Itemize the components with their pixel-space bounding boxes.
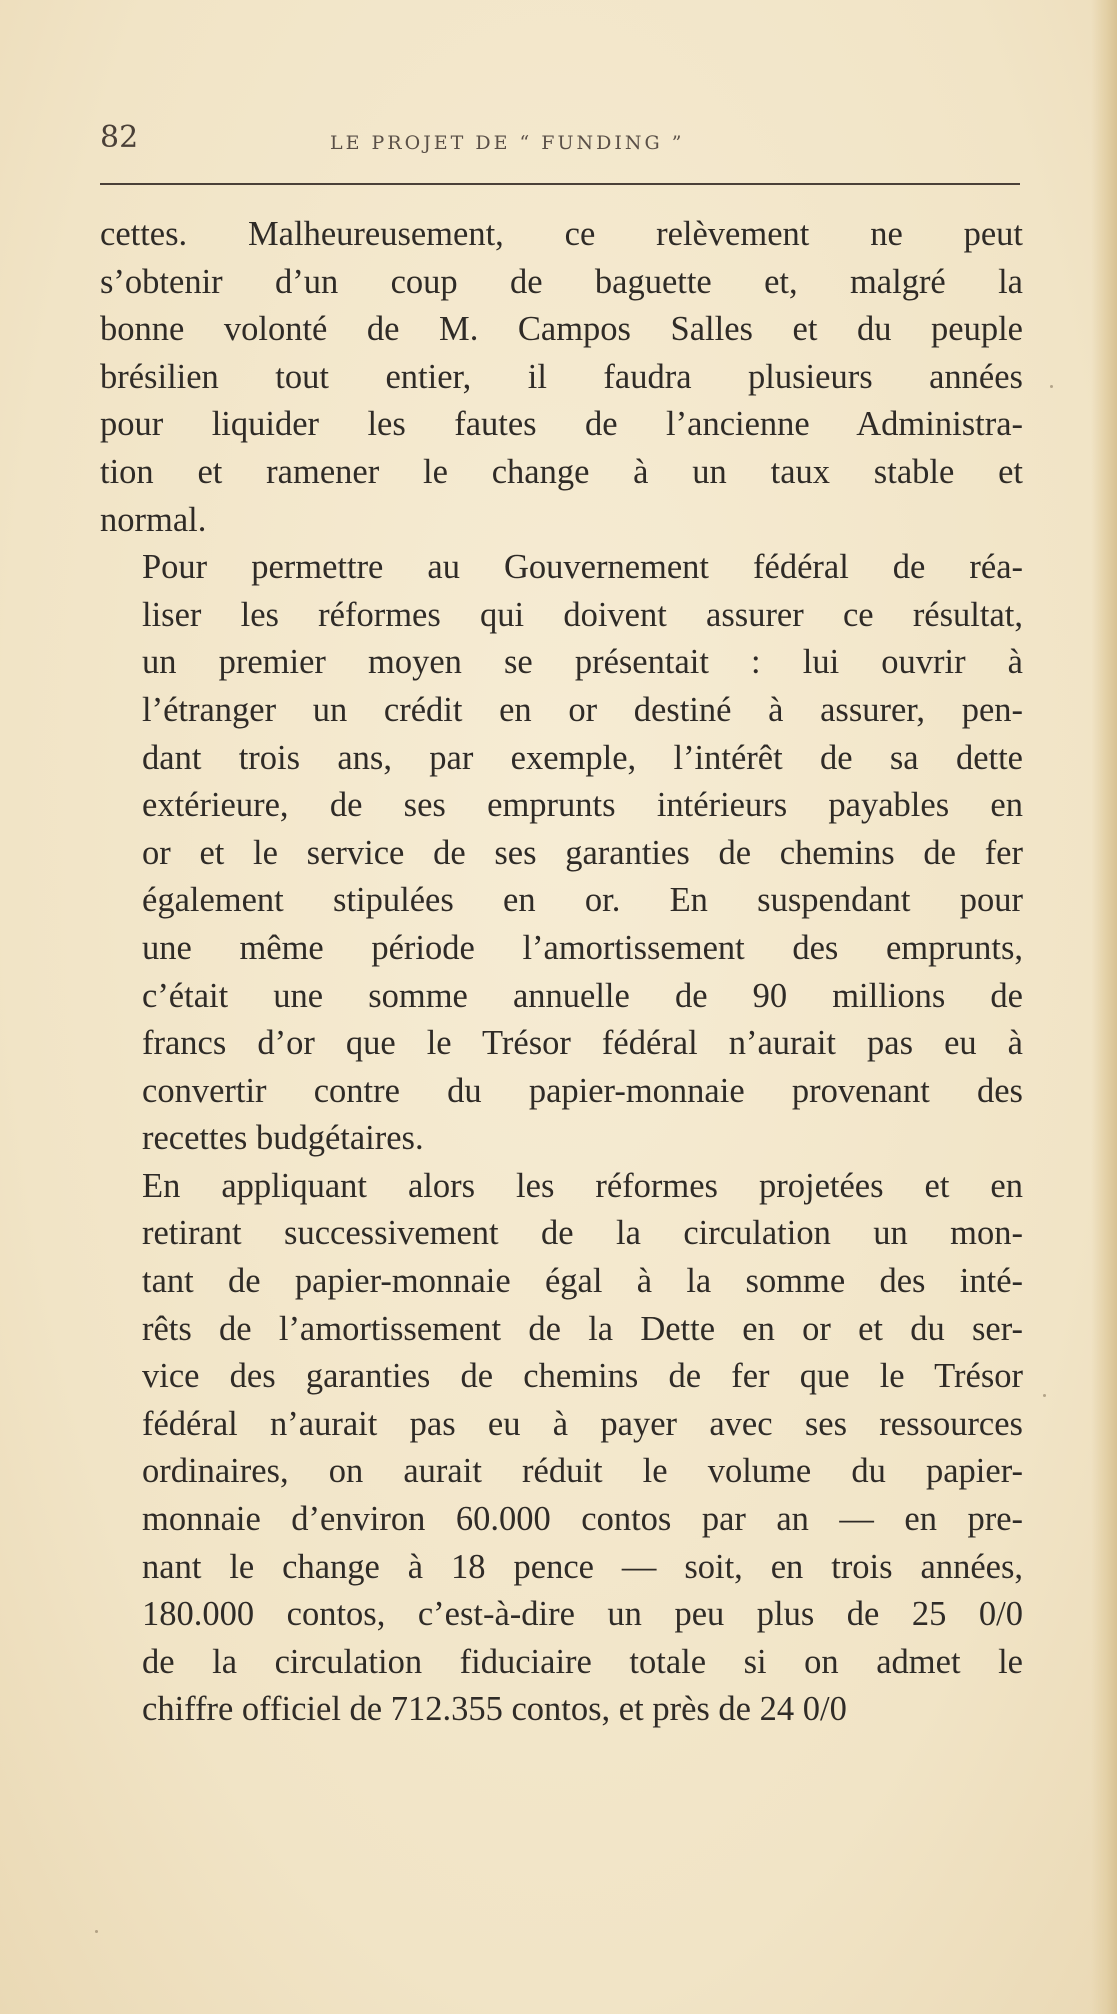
text-line: pour liquider les fautes de l’ancienne Administra- <box>100 405 1023 444</box>
text-line: liser les réformes qui doivent assurer ce résultat, <box>142 595 1023 634</box>
text-line: également stipulées en or. En suspendant pour <box>142 881 1023 920</box>
text-line: dant trois ans, par exemple, l’intérêt de sa dette <box>142 738 1023 777</box>
text-line: tion et ramener le change à un taux stable et <box>100 452 1023 491</box>
text-line: de la circulation fiduciaire totale si on admet le <box>142 1642 1023 1681</box>
paper-speck <box>95 1930 98 1933</box>
text-line: chiffre officiel de 712.355 contos, et près de 24 0/0 <box>142 1690 847 1729</box>
text-line: monnaie d’environ 60.000 contos par an — en pre- <box>142 1500 1023 1539</box>
text-line: un premier moyen se présentait : lui ouvrir à <box>142 643 1023 682</box>
text-line: cettes. Malheureusement, ce relèvement ne peut <box>100 215 1023 253</box>
text-line: s’obtenir d’un coup de baguette et, malgré la <box>100 262 1023 301</box>
text-line: En appliquant alors les réformes projetées et en <box>142 1166 1023 1205</box>
text-line: normal. <box>100 500 207 539</box>
text-line: c’était une somme annuelle de 90 millions de <box>142 976 1023 1015</box>
text-line: bonne volonté de M. Campos Salles et du peuple <box>100 310 1023 349</box>
paragraph <box>100 544 1023 1163</box>
header-rule <box>100 183 1020 185</box>
text-line: Pour permettre au Gouvernement fédéral de réa- <box>142 548 1023 587</box>
text-line: nant le change à 18 pence — soit, en trois années, <box>142 1547 1023 1586</box>
page-number: 82 <box>100 120 139 155</box>
body-text <box>100 211 1023 1734</box>
text-line: retirant successivement de la circulation un mon- <box>142 1214 1023 1253</box>
running-head <box>100 120 1020 160</box>
text-line: extérieure, de ses emprunts intérieurs payables en <box>142 786 1023 825</box>
text-line: convertir contre du papier-monnaie provenant des <box>142 1071 1023 1110</box>
text-line: brésilien tout entier, il faudra plusieurs années <box>100 357 1023 396</box>
text-line: or et le service de ses garanties de chemins de fer <box>142 833 1023 872</box>
text-line: l’étranger un crédit en or destiné à assurer, pen- <box>142 690 1023 729</box>
text-line: une même période l’amortissement des emprunts, <box>142 928 1023 967</box>
text-line: fédéral n’aurait pas eu à payer avec ses ressources <box>142 1404 1023 1443</box>
text-line: vice des garanties de chemins de fer que le Trésor <box>142 1357 1023 1396</box>
text-line: francs d’or que le Trésor fédéral n’aurait pas eu à <box>142 1024 1023 1063</box>
page-edge-shadow <box>1091 0 1117 2014</box>
text-line: ordinaires, on aurait réduit le volume du papier- <box>142 1452 1023 1491</box>
running-title: LE PROJET DE “ FUNDING ” <box>330 132 685 154</box>
text-line: rêts de l’amortissement de la Dette en or et du ser- <box>142 1309 1023 1348</box>
text-line: recettes budgétaires. <box>142 1119 424 1158</box>
paper-speck <box>1043 1394 1046 1397</box>
paragraph <box>100 211 1023 544</box>
paragraph <box>100 1163 1023 1734</box>
text-line: tant de papier-monnaie égal à la somme des inté- <box>142 1262 1023 1301</box>
text-line: 180.000 contos, c’est-à-dire un peu plus de 25 0/0 <box>142 1595 1023 1634</box>
paper-speck <box>1050 385 1053 388</box>
